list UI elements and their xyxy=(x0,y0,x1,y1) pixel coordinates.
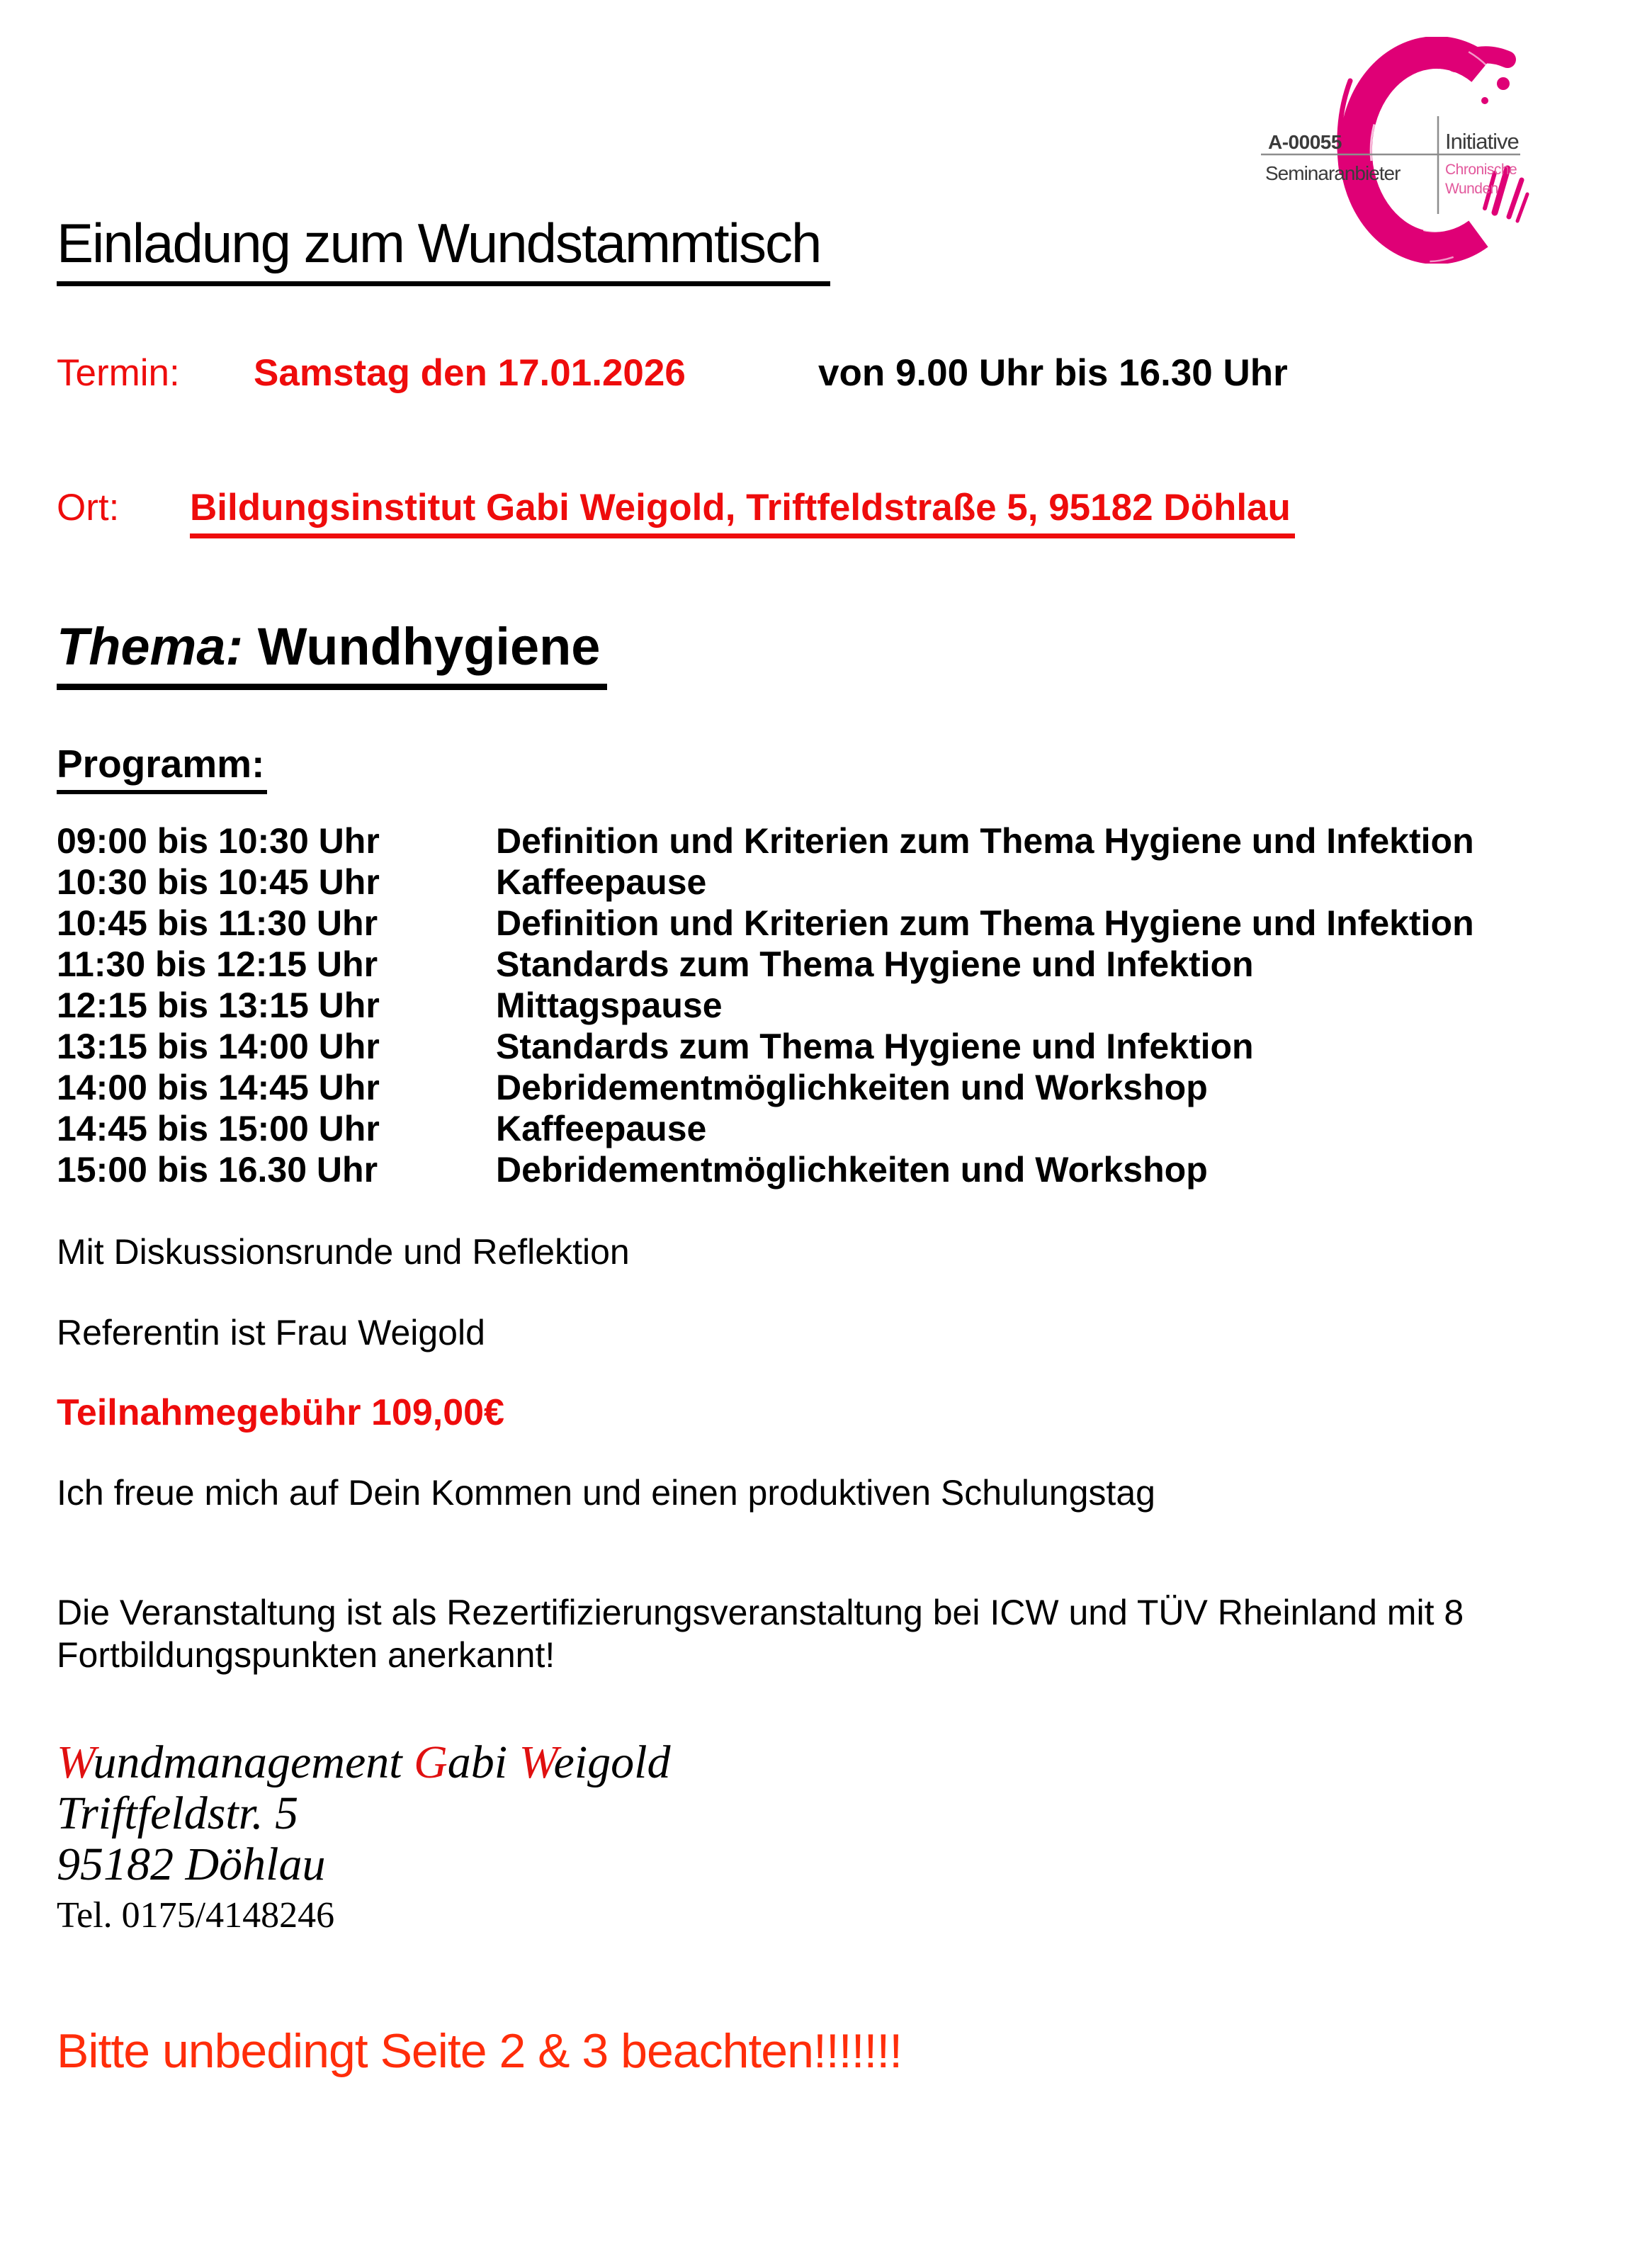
thema-heading xyxy=(57,616,607,690)
note-discussion: Mit Diskussionsrunde und Reflektion xyxy=(57,1232,630,1272)
schedule-activity: Mittagspause xyxy=(496,985,723,1025)
schedule-table xyxy=(57,820,1474,1190)
page-title xyxy=(57,211,830,286)
certification-paragraph: Die Veranstaltung ist als Rezertifizierungsveranstaltung bei ICW und TÜV Rheinland mit 8 Fortbildungspunkten anerkannt! xyxy=(57,1593,1464,1675)
schedule-time: 13:15 bis 14:00 Uhr xyxy=(57,1027,380,1066)
schedule-time: 10:45 bis 11:30 Uhr xyxy=(57,903,378,943)
schedule-time: 14:00 bis 14:45 Uhr xyxy=(57,1068,380,1107)
thema-label: Thema: xyxy=(57,617,244,676)
schedule-time: 12:15 bis 13:15 Uhr xyxy=(57,985,380,1025)
thema-value: Wundhygiene xyxy=(257,617,601,676)
signature-phone: Tel. 0175/4148246 xyxy=(57,1895,335,1936)
signature-company-line xyxy=(57,1737,671,1788)
schedule-row xyxy=(57,1026,1474,1067)
note-closing: Ich freue mich auf Dein Kommen und einen produktiven Schulungstag xyxy=(57,1473,1155,1513)
termin-time: von 9.00 Uhr bis 16.30 Uhr xyxy=(818,352,1288,394)
schedule-activity: Debridementmöglichkeiten und Workshop xyxy=(496,1068,1208,1107)
schedule-activity: Definition und Kriterien zum Thema Hygiene und Infektion xyxy=(496,821,1474,861)
schedule-time: 09:00 bis 10:30 Uhr xyxy=(57,821,380,861)
programm-heading xyxy=(57,741,267,794)
footer-warning: Bitte unbedingt Seite 2 & 3 beachten!!!!!!! xyxy=(57,2024,903,2078)
signature-block xyxy=(57,1737,671,1941)
termin-label: Termin: xyxy=(57,352,180,394)
schedule-row xyxy=(57,862,1474,903)
signature-text: abi xyxy=(447,1736,519,1788)
schedule-activity: Debridementmöglichkeiten und Workshop xyxy=(496,1150,1208,1190)
schedule-activity: Standards zum Thema Hygiene und Infektion xyxy=(496,1027,1254,1066)
schedule-activity: Definition und Kriterien zum Thema Hygiene und Infektion xyxy=(496,903,1474,943)
signature-initial: W xyxy=(519,1736,554,1788)
logo-initiative-label: Initiative xyxy=(1445,129,1519,154)
schedule-row xyxy=(57,944,1474,985)
schedule-activity: Standards zum Thema Hygiene und Infektion xyxy=(496,944,1254,984)
icw-logo-graphic xyxy=(1260,37,1557,264)
schedule-time: 14:45 bis 15:00 Uhr xyxy=(57,1109,380,1148)
signature-initial: W xyxy=(57,1736,94,1788)
ort-row xyxy=(0,486,1652,543)
schedule-time: 15:00 bis 16.30 Uhr xyxy=(57,1150,378,1190)
termin-date: Samstag den 17.01.2026 xyxy=(254,352,686,394)
ort-address: Bildungsinstitut Gabi Weigold, Triftfeldstraße 5, 95182 Döhlau xyxy=(190,486,1295,538)
signature-text: eigold xyxy=(553,1736,671,1788)
thema-heading-inner xyxy=(57,616,607,690)
signature-text: undmanagement xyxy=(93,1736,414,1788)
termin-row xyxy=(0,351,1652,401)
signature-street: Triftfeldstr. 5 xyxy=(57,1787,299,1839)
signature-initial: G xyxy=(414,1736,448,1788)
logo-seminaranbieter-label: Seminaranbieter xyxy=(1265,162,1401,184)
note-speaker: Referentin ist Frau Weigold xyxy=(57,1313,485,1352)
signature-city: 95182 Döhlau xyxy=(57,1838,326,1890)
schedule-row xyxy=(57,1149,1474,1190)
participation-fee: Teilnahmegebühr 109,00€ xyxy=(57,1392,504,1433)
schedule-row xyxy=(57,820,1474,862)
schedule-time: 10:30 bis 10:45 Uhr xyxy=(57,862,380,902)
programm-heading-text: Programm: xyxy=(57,741,267,794)
page-title-text: Einladung zum Wundstammtisch xyxy=(57,211,830,286)
schedule-row xyxy=(57,1108,1474,1149)
schedule-row xyxy=(57,1067,1474,1108)
schedule-row xyxy=(57,985,1474,1026)
ort-label: Ort: xyxy=(57,487,120,529)
logo-chronische-label: Chronische xyxy=(1445,162,1517,178)
schedule-time: 11:30 bis 12:15 Uhr xyxy=(57,944,378,984)
icw-seminar-logo xyxy=(1260,37,1557,264)
logo-wunden-label: Wunden xyxy=(1445,181,1498,197)
logo-registration-number: A-00055 xyxy=(1268,131,1342,153)
schedule-activity: Kaffeepause xyxy=(496,1109,707,1148)
schedule-activity: Kaffeepause xyxy=(496,862,707,902)
schedule-row xyxy=(57,903,1474,944)
